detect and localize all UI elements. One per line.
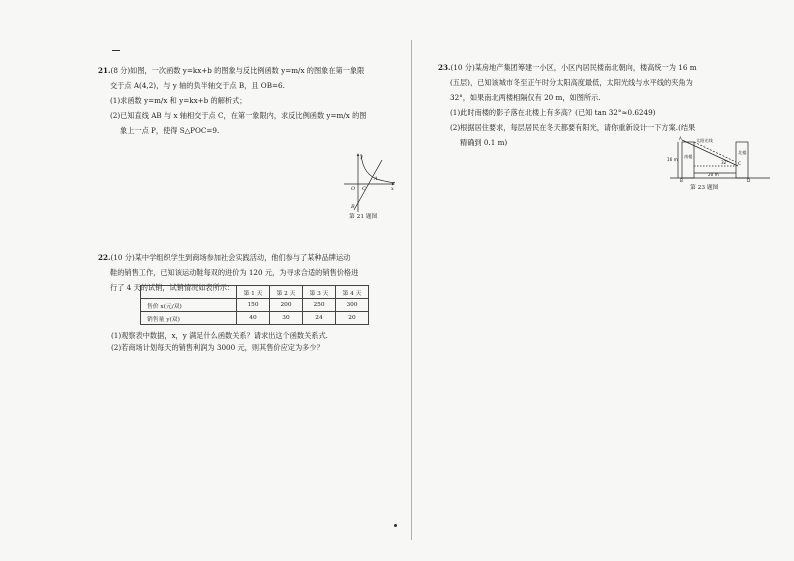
question-21 bbox=[98, 63, 398, 138]
q23-label-angle: 32° bbox=[721, 160, 729, 165]
q21-part-2-cont: 象上一点 P，使得 S△POC=9. bbox=[120, 126, 220, 135]
q21-label-o: O bbox=[351, 186, 356, 192]
q23-label-c: C bbox=[738, 161, 741, 166]
q23-label-d: D bbox=[747, 178, 751, 182]
q21-number: 21. bbox=[98, 66, 111, 75]
q22-line-1: 22.(10 分)某中学组织学生到商场参加社会实践活动，他们参与了某种品牌运动 bbox=[98, 253, 351, 262]
q23-label-a: A bbox=[679, 136, 682, 141]
table-cell: 30 bbox=[270, 312, 303, 325]
table-cell: 40 bbox=[237, 312, 270, 325]
q23-line-3: 32°，如果南北两楼相隔仅有 20 m，如图所示. bbox=[450, 93, 601, 102]
sales-table bbox=[140, 285, 369, 325]
table-row-label: 销售量 y(双) bbox=[141, 312, 237, 325]
q22-part-1: (1)观察表中数据，x，y 满足什么函数关系？请求出这个函数关系式. bbox=[111, 331, 328, 340]
q23-label-height: 16 m bbox=[667, 157, 678, 162]
q21-label-a: A bbox=[374, 176, 378, 182]
q22-number: 22. bbox=[98, 253, 111, 262]
q23-figure-caption: 第 23 题图 bbox=[690, 185, 719, 191]
q21-figure-caption: 第 21 题图 bbox=[349, 214, 378, 220]
q23-label-distance: 20 m bbox=[708, 172, 719, 177]
table-header-cell: 第 2 天 bbox=[270, 286, 303, 299]
bottom-dot bbox=[394, 524, 397, 527]
q23-part-1: (1)此时南楼的影子落在北楼上有多高？(已知 tan 32°≈0.6249) bbox=[450, 108, 656, 117]
q22-part-2: (2)若商场计划每天的销售利润为 3000 元，则其售价应定为多少？ bbox=[111, 343, 324, 352]
table-header-cell: 第 4 天 bbox=[336, 286, 369, 299]
q23-label-b: B bbox=[680, 178, 683, 182]
q23-line-1: 23.(10 分)某房地产集团筹建一小区，小区内居民楼南北朝向，楼高统一为 16 m bbox=[438, 63, 697, 72]
q21-part-2: (2)已知直线 AB 与 x 轴相交于点 C，在第一象限内，求反比例函数 y=m/x 的图 bbox=[110, 111, 367, 120]
q23-south-building bbox=[682, 142, 694, 178]
table-cell: 300 bbox=[336, 299, 369, 312]
q23-part-2-cont: 精确到 0.1 m) bbox=[460, 138, 508, 147]
table-cell: 250 bbox=[303, 299, 336, 312]
q23-sunlight-line bbox=[682, 140, 738, 166]
q23-label-sun: 太阳光线 bbox=[696, 138, 713, 143]
table-row-label: 售价 x(元/双) bbox=[141, 299, 237, 312]
table-row bbox=[141, 299, 369, 312]
column-divider bbox=[411, 40, 412, 540]
q23-number: 23. bbox=[438, 63, 451, 72]
q21-figure bbox=[340, 150, 396, 216]
q23-part-2: (2)根据居住要求，每层居民在冬天都要有阳光，请你重新设计一下方案.(结果 bbox=[450, 123, 696, 132]
q21-label-y: y bbox=[360, 154, 363, 160]
q21-part-1: (1)求函数 y=m/x 和 y=kx+b 的解析式； bbox=[110, 96, 247, 105]
table-row bbox=[141, 312, 369, 325]
table-header-cell: 第 1 天 bbox=[237, 286, 270, 299]
q21-label-b: B bbox=[351, 204, 355, 210]
table-cell bbox=[141, 286, 237, 299]
q21-label-c: C bbox=[362, 186, 366, 192]
table-header-cell: 第 3 天 bbox=[303, 286, 336, 299]
q23-line-2: (五层)，已知该城市冬至正午时分太阳高度最低，太阳光线与水平线的夹角为 bbox=[450, 78, 693, 87]
q21-label-x: x bbox=[391, 186, 394, 192]
top-mark bbox=[112, 50, 120, 51]
table-header-row bbox=[141, 286, 369, 299]
q23-shadow-line bbox=[694, 142, 736, 162]
table-cell: 24 bbox=[303, 312, 336, 325]
q22-line-2: 鞋的销售工作，已知该运动鞋每双的进价为 120 元，为寻求合适的销售价格进 bbox=[110, 268, 359, 277]
q21-line-1: 21.(8 分)如图，一次函数 y=kx+b 的图象与反比例函数 y=m/x 的图象在第一象限 bbox=[98, 66, 365, 75]
q23-label-south: 南楼 bbox=[684, 154, 693, 159]
q23-figure bbox=[666, 136, 774, 182]
q22-line-3: 行了 4 天的试销，试销情况如表所示： bbox=[110, 283, 235, 292]
table-cell: 20 bbox=[336, 312, 369, 325]
table-cell: 150 bbox=[237, 299, 270, 312]
table-cell: 200 bbox=[270, 299, 303, 312]
question-22-parts bbox=[111, 328, 328, 353]
q23-label-north: 北楼 bbox=[738, 150, 747, 155]
q23-north-building bbox=[736, 142, 748, 178]
q21-line-2: 交于点 A(4,2)，与 y 轴的负半轴交于点 B，且 OB=6. bbox=[110, 81, 285, 90]
